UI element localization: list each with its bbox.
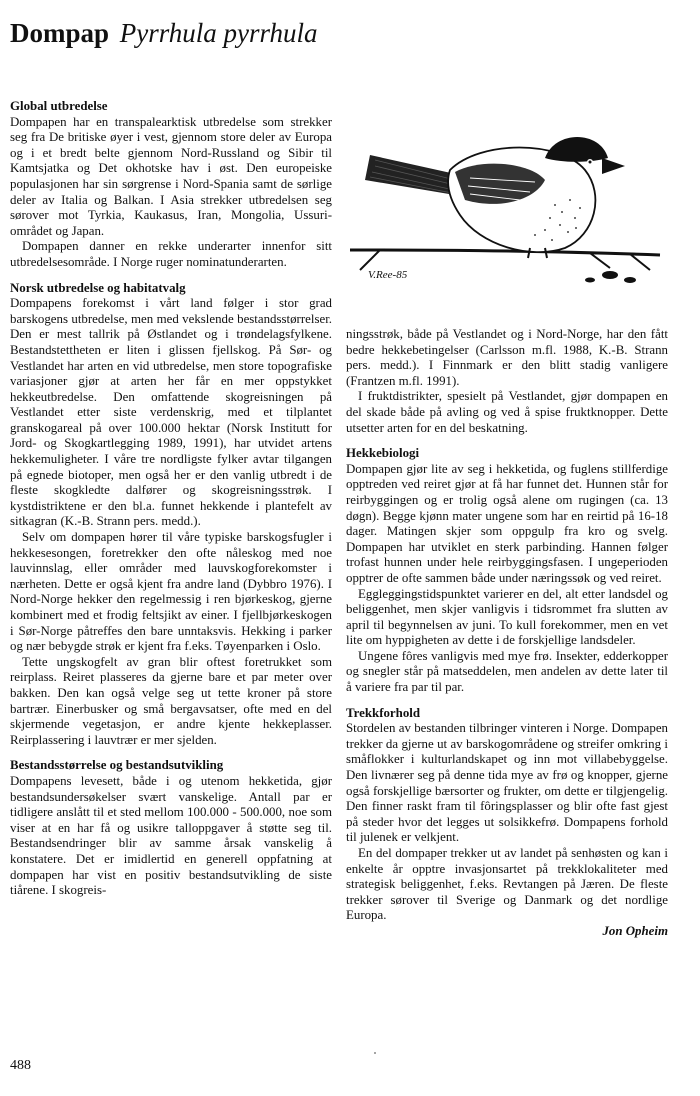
paragraph: Dompapen danner en rekke underarter innenfor sitt utbredelsesområde. I Norge ruger nominatunderarten.	[10, 239, 332, 269]
author-signature: Jon Opheim	[602, 923, 668, 938]
heading-migration: Trekkforhold	[346, 705, 421, 720]
speck	[374, 1052, 376, 1054]
common-name: Dompap	[10, 18, 110, 48]
illustration-signature: V.Ree-85	[368, 269, 408, 281]
paragraph: Dompapen gjør lite av seg i hekketida, og fuglens stillferdige opptreden ved reiret gjør at få har funnet det. Hunnen står for reirbyggingen og er trolig også alene om rugingen (ca. 13 døgn). Begge kjønn mater ungene som har en reirtid på 16-18 dager. Matingen skjer som oppgulp fra kro og svelg. Dompapen har utviklet en sterk parbinding. Hannen følger trofast hunnen under hele reirbyggingsfasen. I ungeperioden opptrer de ofte sammen både under næringssøk og ved reiret.	[346, 461, 668, 585]
heading-breeding-biology: Hekkebiologi	[346, 446, 420, 461]
page-title	[10, 16, 318, 50]
page-number: 488	[10, 1058, 31, 1073]
paragraph: Eggleggingstidspunktet varierer en del, alt etter landsdel og beliggenhet, men skjer vanligvis i tidsrommet fra slutten av april til begynnelsen av juni. To kull forekommer, men en vet lite om hyppigheten av dette i de forskjellige landsdeler.	[346, 586, 668, 648]
paragraph: Stordelen av bestanden tilbringer vinteren i Norge. Dompapen trekker da gjerne ut av barskogområdene og streifer omkring i småflokker i kulturlandskapet og inn mot villabebyggelse. Den livnærer seg på denne tida mye av frø og knopper, gjerne også forskjellige bærsorter og frukter, om dette er tilgjengelig. Den finner raskt fram til fôringsplasser og blir ofte fast gjest på steder hvor det legges ut solsikkefrø. Dompapens forhold til julenek er velkjent.	[346, 721, 668, 845]
paragraph: Dompapen har en transpalearktisk utbredelse som strekker seg fra De britiske øyer i vest, gjennom store deler av Europa og i et bredt belte gjennom Nord-Russland og Sibir til Kamtsjatka og Det okhotske hav i øst. Den europeiske populasjonen har sin sørgrense i Nord-Spania samt de sørlige deler av Italia og Balkan. I Asia strekker utbredelsen seg sørover mot Tyrkia, Kaukasus, Iran, Mongolia, Ussuri-området og Japan.	[10, 114, 332, 238]
heading-global-distribution: Global utbredelse	[10, 99, 108, 113]
bullfinch-illustration	[340, 100, 670, 300]
paragraph: I fruktdistrikter, spesielt på Vestlandet, gjør dompapen en del skade både på avling og ved å spise fruktknopper. Dette utsetter arten for en del beskatning.	[346, 389, 668, 435]
paragraph: Dompapens forekomst i vårt land følger i stor grad barskogens utbredelse, men med vekslende bestandsstørrelser. Den er mest tallrik på Østlandet og i trøndelagsfylkene. Bestandstettheten er liten i glissen fjellskog. På Sør- og Vestlandet har arten en vid utbredelse, men store topografiske variasjoner gjør at arten her får en mer oppstykket hekkeutbredelse. Den omfattende skogreisningen på Vestlandet etter siste verdenskrig, med et tilplantet granskogareal på over 100.000 hektar (Norsk Institutt for Jord- og Skogkartlegging 1989, 1991), har utvidet artens hekkemuligheter. I våre tre nordligste fylker avtar tilgangen på egnede biotoper, men også her er den vanlig utbredt i de fleste skogkledte dalfører og skogreisningsstrøk. I kystdistriktene er den bl.a. funnet hekkende i plantefelt av sitkagran (K.-B. Strann pers. medd.).	[10, 296, 332, 529]
paragraph: Selv om dompapen hører til våre typiske barskogsfugler i hekkesesongen, foretrekker den ofte nåleskog med noe lauvinnslag, eller områder med lauvskogforekomster i nærheten. Dette er også kjent fra andre land (Dybbro 1976). I Nord-Norge hekker den regelmessig i ren bjørkeskog, gjerne kombinert med et frodig feltsjikt av einer. I fjellbjørkeskogen i Sør-Norge påtreffes den bare unntaksvis. Hekking i parker og nær bebygde strøk er kjent fra f.eks. Tøyenparken i Oslo.	[10, 530, 332, 654]
right-column	[346, 327, 668, 940]
paragraph: Dompapens levesett, både i og utenom hekketida, gjør bestandsundersøkelser svært vanskelige. Antall par er tidligere anslått til et sted mellom 100.000 - 500.000, noe som viser at en har få og usikre talloppgaver å støtte seg til. Bestandsendringer blir av samme årsak vanskelig å konstatere. Det er imidlertid en generell oppfatning at dompapen har vist en positiv bestandsutvikling de siste tiårene. I skogreis-	[10, 773, 332, 898]
heading-population: Bestandsstørrelse og bestandsutvikling	[10, 758, 224, 773]
left-column	[10, 99, 332, 899]
paragraph: Ungene fôres vanligvis med mye frø. Insekter, edderkopper og snegler står på matseddelen, men andelen av dette later til å variere fra par til par.	[346, 648, 668, 695]
latin-name: Pyrrhula pyrrhula	[119, 18, 318, 48]
paragraph: ningsstrøk, både på Vestlandet og i Nord-Norge, har den fått bedre hekkebetingelser (Carlsson m.fl. 1988, K.-B. Strann pers. medd.). I Finnmark er den blitt stadig vanligere (Frantzen m.fl. 1991).	[346, 327, 668, 388]
paragraph: Tette ungskogfelt av gran blir oftest foretrukket som reirplass. Reiret plasseres da gjerne bare et par meter over bakken. Den kan også velge seg ut tette kroner på store bartrær. Einerbusker og små bergavsatser, ofte med en del skjermende vegetasjon, er andre kjente hekkeplasser. Reirplassering i lauvtrær er mer sjelden.	[10, 654, 332, 747]
paragraph: En del dompaper trekker ut av landet på senhøsten og kan i enkelte år opptre invasjonsartet på trekklokaliteter med strategisk beliggenhet, f.eks. Revtangen på Jæren. De fleste trekker sørover til Sverige og Danmark og det nordlige Europa.	[346, 846, 668, 923]
heading-norwegian-distribution: Norsk utbredelse og habitatvalg	[10, 280, 186, 295]
